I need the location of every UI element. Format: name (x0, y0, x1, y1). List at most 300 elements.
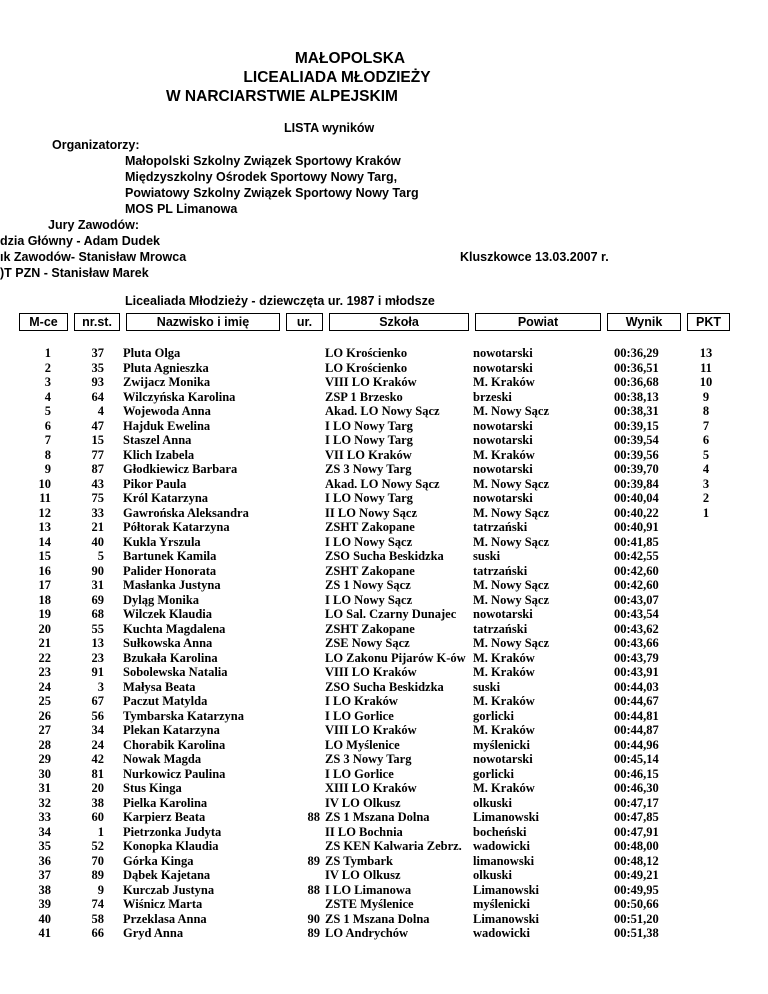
cell-place: 12 (38, 505, 51, 520)
cell-start-number: 21 (91, 520, 104, 534)
header-result: Wynik (607, 313, 681, 331)
cell-result: 00:40,04 (614, 491, 659, 505)
cell-result: 00:49,21 (614, 868, 659, 882)
title-line-1: MAŁOPOLSKA (294, 50, 406, 67)
cell-school: ZS 1 Mszana Dolna (325, 810, 430, 824)
cell-start-number: 13 (91, 636, 104, 650)
cell-school: ZSHT Zakopane (325, 563, 415, 578)
cell-birth-year: 89 (307, 926, 320, 940)
cell-district: nowotarski (473, 752, 533, 766)
cell-start-number: 34 (91, 723, 104, 737)
cell-place: 10 (38, 476, 51, 491)
table-row (0, 868, 768, 883)
cell-result: 00:43,66 (614, 636, 659, 650)
cell-result: 00:43,07 (614, 592, 659, 607)
cell-result: 00:39,56 (614, 447, 659, 462)
cell-start-number: 37 (91, 346, 104, 360)
cell-birth-year: 88 (307, 882, 320, 897)
cell-result: 00:36,68 (614, 375, 659, 389)
table-row (0, 781, 768, 796)
cell-place: 5 (44, 404, 51, 418)
cell-name: Hajduk Ewelina (123, 418, 211, 433)
jury-item: ık Zawodów- Stanisław Mrowca (0, 250, 187, 264)
cell-school: ZSTE Myślenice (325, 897, 414, 911)
cell-district: myślenicki (473, 737, 530, 752)
cell-district: M. Kraków (473, 447, 535, 462)
cell-place: 14 (38, 534, 51, 549)
cell-name: Pietrzonka Judyta (123, 824, 222, 839)
cell-result: 00:48,00 (614, 839, 659, 853)
table-row (0, 535, 768, 550)
cell-start-number: 66 (91, 926, 104, 940)
cell-district: M. Nowy Sącz (473, 505, 550, 520)
cell-place: 20 (38, 621, 51, 636)
cell-start-number: 90 (91, 563, 104, 578)
cell-result: 00:43,79 (614, 650, 659, 665)
cell-school: VIII LO Kraków (325, 723, 417, 737)
table-row (0, 477, 768, 492)
cell-result: 00:43,54 (614, 607, 659, 621)
cell-place: 15 (38, 549, 51, 563)
header-district: Powiat (475, 313, 601, 331)
cell-start-number: 33 (91, 505, 104, 520)
cell-place: 2 (44, 360, 51, 375)
cell-school: LO Andrychów (325, 926, 409, 940)
table-row (0, 723, 768, 738)
cell-result: 00:41,85 (614, 534, 659, 549)
cell-start-number: 74 (91, 897, 104, 911)
cell-points: 6 (702, 433, 710, 447)
cell-district: bocheński (473, 824, 527, 839)
cell-result: 00:45,14 (614, 752, 659, 766)
cell-result: 00:39,15 (614, 418, 659, 433)
cell-name: Pluta Agnieszka (123, 360, 209, 375)
cell-district: limanowski (473, 853, 535, 868)
cell-school: LO Krościenko (325, 360, 408, 375)
cell-name: Klich Izabela (123, 447, 195, 462)
table-row (0, 825, 768, 840)
cell-name: Przeklasa Anna (123, 911, 207, 926)
cell-result: 00:44,96 (614, 737, 659, 752)
cell-district: nowotarski (473, 418, 533, 433)
cell-place: 37 (38, 868, 51, 882)
cell-result: 00:49,95 (614, 882, 659, 897)
cell-school: I LO Nowy Targ (325, 433, 413, 447)
cell-school: ZSP 1 Brzesko (325, 389, 403, 404)
cell-name: Kukla Yrszula (123, 534, 201, 549)
cell-result: 00:40,91 (614, 520, 659, 534)
cell-name: Dąbek Kajetana (123, 868, 211, 882)
cell-result: 00:39,54 (614, 433, 659, 447)
cell-name: Król Katarzyna (123, 491, 209, 505)
cell-points: 13 (699, 346, 713, 360)
cell-place: 26 (38, 708, 51, 723)
table-row (0, 448, 768, 463)
jury-label: Jury Zawodów: (48, 218, 139, 232)
cell-school: Akad. LO Nowy Sącz (325, 404, 440, 418)
header-name: Nazwisko i imię (126, 313, 280, 331)
table-row (0, 839, 768, 854)
table-row (0, 361, 768, 376)
cell-district: suski (473, 679, 501, 694)
cell-school: I LO Nowy Sącz (325, 534, 413, 549)
cell-name: Karpierz Beata (123, 810, 206, 824)
cell-district: M. Nowy Sącz (473, 534, 550, 549)
cell-start-number: 93 (91, 375, 104, 389)
cell-result: 00:44,67 (614, 694, 659, 708)
cell-start-number: 35 (91, 360, 104, 375)
cell-result: 00:51,20 (614, 911, 659, 926)
cell-name: Pielka Karolina (123, 795, 208, 810)
cell-district: M. Kraków (473, 694, 535, 708)
cell-place: 36 (38, 853, 51, 868)
cell-start-number: 9 (97, 882, 104, 897)
cell-name: Głodkiewicz Barbara (123, 462, 238, 476)
table-row (0, 520, 768, 535)
cell-school: VIII LO Kraków (325, 375, 417, 389)
cell-school: I LO Nowy Targ (325, 418, 413, 433)
table-row (0, 810, 768, 825)
cell-result: 00:47,91 (614, 824, 659, 839)
cell-place: 19 (38, 607, 51, 621)
cell-school: ZSO Sucha Beskidzka (325, 679, 444, 694)
cell-district: tatrzański (473, 520, 528, 534)
cell-start-number: 81 (91, 766, 104, 781)
cell-result: 00:39,84 (614, 476, 659, 491)
cell-name: Nurkowicz Paulina (123, 766, 226, 781)
cell-points: 7 (702, 418, 710, 433)
cell-place: 4 (44, 389, 51, 404)
cell-name: Staszel Anna (123, 433, 192, 447)
list-title: LISTA wyników (284, 121, 375, 135)
cell-district: brzeski (473, 389, 512, 404)
cell-district: wadowicki (473, 839, 530, 853)
cell-start-number: 89 (91, 868, 104, 882)
cell-birth-year: 90 (307, 911, 320, 926)
category-title: Licealiada Młodzieży - dziewczęta ur. 1987 i młodsze (125, 294, 435, 308)
cell-result: 00:40,22 (614, 505, 659, 520)
cell-school: ZS KEN Kalwaria Zebrz. (325, 839, 462, 853)
cell-school: II LO Nowy Sącz (325, 505, 418, 520)
cell-name: Paczut Matylda (123, 694, 208, 708)
cell-start-number: 70 (91, 853, 104, 868)
cell-name: Półtorak Katarzyna (123, 520, 230, 534)
header-place: M-ce (19, 313, 68, 331)
place-date: Kluszkowce 13.03.2007 r. (460, 250, 609, 264)
cell-name: Wojewoda Anna (123, 404, 211, 418)
cell-name: Gryd Anna (123, 926, 184, 940)
cell-start-number: 91 (91, 665, 104, 679)
cell-place: 30 (38, 766, 51, 781)
cell-start-number: 58 (91, 911, 104, 926)
cell-name: Pikor Paula (123, 476, 187, 491)
cell-district: M. Kraków (473, 375, 535, 389)
cell-place: 34 (38, 824, 51, 839)
cell-name: Wiśnicz Marta (123, 897, 203, 911)
cell-district: M. Nowy Sącz (473, 476, 550, 491)
cell-name: Nowak Magda (123, 752, 202, 766)
cell-points: 9 (702, 389, 710, 404)
cell-school: I LO Gorlice (325, 708, 394, 723)
table-row (0, 796, 768, 811)
title-line-3: W NARCIARSTWIE ALPEJSKIM (166, 88, 398, 105)
cell-start-number: 23 (91, 650, 104, 665)
cell-result: 00:42,60 (614, 578, 659, 592)
cell-place: 27 (38, 723, 51, 737)
table-row (0, 564, 768, 579)
cell-result: 00:47,85 (614, 810, 659, 824)
cell-name: Wilczyńska Karolina (123, 389, 236, 404)
cell-school: ZSHT Zakopane (325, 621, 415, 636)
table-row (0, 912, 768, 927)
cell-name: Tymbarska Katarzyna (123, 708, 244, 723)
table-row (0, 636, 768, 651)
cell-place: 17 (38, 578, 51, 592)
table-row (0, 709, 768, 724)
cell-place: 22 (38, 650, 51, 665)
cell-result: 00:44,87 (614, 723, 659, 737)
cell-name: Stus Kinga (123, 781, 182, 795)
cell-district: M. Kraków (473, 781, 535, 795)
table-row (0, 433, 768, 448)
cell-start-number: 64 (91, 389, 104, 404)
table-row (0, 419, 768, 434)
cell-place: 35 (38, 839, 51, 853)
table-row (0, 390, 768, 405)
table-row (0, 593, 768, 608)
cell-result: 00:43,62 (614, 621, 659, 636)
table-row (0, 578, 768, 593)
table-row (0, 854, 768, 869)
cell-start-number: 24 (91, 737, 104, 752)
cell-points: 10 (699, 375, 713, 389)
results-table (0, 346, 768, 941)
cell-district: gorlicki (473, 708, 514, 723)
cell-school: I LO Limanowa (325, 882, 412, 897)
cell-place: 23 (38, 665, 51, 679)
cell-name: Kuchta Magdalena (123, 621, 226, 636)
cell-district: wadowicki (473, 926, 530, 940)
cell-name: Konopka Klaudia (123, 839, 219, 853)
cell-district: tatrzański (473, 621, 528, 636)
cell-school: LO Sal. Czarny Dunajec (325, 607, 457, 621)
cell-place: 1 (44, 346, 51, 360)
cell-start-number: 38 (91, 795, 104, 810)
cell-district: Limanowski (473, 882, 539, 897)
cell-place: 13 (38, 520, 51, 534)
cell-school: XIII LO Kraków (325, 781, 417, 795)
table-row (0, 549, 768, 564)
cell-school: I LO Nowy Sącz (325, 592, 413, 607)
cell-place: 33 (38, 810, 51, 824)
cell-school: VII LO Kraków (325, 447, 412, 462)
cell-school: II LO Bochnia (325, 824, 403, 839)
cell-district: M. Nowy Sącz (473, 636, 550, 650)
cell-result: 00:48,12 (614, 853, 659, 868)
cell-place: 28 (38, 737, 51, 752)
organizer-item: Małopolski Szkolny Związek Sportowy Kraków (125, 154, 401, 168)
cell-school: LO Krościenko (325, 346, 408, 360)
cell-points: 11 (700, 360, 712, 375)
cell-start-number: 4 (97, 404, 104, 418)
cell-district: M. Nowy Sącz (473, 578, 550, 592)
cell-points: 2 (702, 491, 710, 505)
cell-place: 21 (38, 636, 51, 650)
cell-place: 9 (44, 462, 51, 476)
organizers-label: Organizatorzy: (52, 138, 140, 152)
organizer-item: Powiatowy Szkolny Związek Sportowy Nowy Targ (125, 186, 419, 200)
cell-start-number: 20 (91, 781, 104, 795)
cell-place: 8 (44, 447, 51, 462)
cell-district: M. Kraków (473, 665, 535, 679)
cell-result: 00:38,13 (614, 389, 659, 404)
cell-name: Bzukała Karolina (123, 650, 218, 665)
cell-district: olkuski (473, 795, 512, 810)
table-row (0, 346, 768, 361)
cell-school: Akad. LO Nowy Sącz (325, 476, 440, 491)
cell-school: ZS 1 Mszana Dolna (325, 911, 430, 926)
jury-item: dzia Główny - Adam Dudek (0, 234, 160, 248)
cell-name: Górka Kinga (123, 853, 194, 868)
cell-school: ZSHT Zakopane (325, 520, 415, 534)
cell-result: 00:44,03 (614, 679, 659, 694)
cell-name: Plekan Katarzyna (123, 723, 220, 737)
cell-place: 16 (38, 563, 51, 578)
cell-start-number: 40 (91, 534, 104, 549)
cell-start-number: 42 (91, 752, 104, 766)
table-row (0, 926, 768, 941)
cell-school: IV LO Olkusz (325, 795, 401, 810)
cell-place: 6 (44, 418, 51, 433)
cell-school: ZS 3 Nowy Targ (325, 752, 412, 766)
cell-district: nowotarski (473, 433, 533, 447)
cell-name: Gawrońska Aleksandra (123, 505, 249, 520)
cell-points: 4 (702, 462, 710, 476)
table-row (0, 897, 768, 912)
cell-school: I LO Gorlice (325, 766, 394, 781)
cell-result: 00:46,30 (614, 781, 659, 795)
cell-district: M. Nowy Sącz (473, 404, 550, 418)
cell-result: 00:50,66 (614, 897, 659, 911)
cell-school: LO Myślenice (325, 737, 400, 752)
cell-place: 25 (38, 694, 51, 708)
table-row (0, 506, 768, 521)
cell-start-number: 68 (91, 607, 104, 621)
cell-start-number: 69 (91, 592, 104, 607)
cell-district: olkuski (473, 868, 512, 882)
table-row (0, 404, 768, 419)
cell-start-number: 75 (91, 491, 104, 505)
table-row (0, 607, 768, 622)
table-row (0, 883, 768, 898)
cell-start-number: 47 (91, 418, 104, 433)
organizer-item: MOS PL Limanowa (125, 202, 238, 216)
cell-district: nowotarski (473, 462, 533, 476)
cell-start-number: 43 (91, 476, 104, 491)
cell-place: 32 (38, 795, 51, 810)
cell-birth-year: 89 (307, 853, 320, 868)
table-row (0, 680, 768, 695)
header-birth-year: ur. (286, 313, 323, 331)
cell-result: 00:39,70 (614, 462, 659, 476)
cell-school: ZS Tymbark (325, 853, 393, 868)
cell-name: Sobolewska Natalia (123, 665, 228, 679)
cell-start-number: 5 (97, 549, 104, 563)
title-line-2: LICEALIADA MŁODZIEŻY (243, 69, 431, 86)
cell-place: 31 (38, 781, 51, 795)
cell-name: Palider Honorata (123, 563, 217, 578)
cell-name: Chorabik Karolina (123, 737, 226, 752)
cell-place: 40 (38, 911, 51, 926)
cell-result: 00:38,31 (614, 404, 659, 418)
cell-district: M. Kraków (473, 650, 535, 665)
cell-result: 00:42,60 (614, 563, 659, 578)
cell-result: 00:51,38 (614, 926, 659, 940)
cell-district: suski (473, 549, 501, 563)
table-row (0, 767, 768, 782)
cell-name: Bartunek Kamila (123, 549, 217, 563)
cell-place: 38 (38, 882, 51, 897)
cell-start-number: 67 (91, 694, 104, 708)
cell-district: Limanowski (473, 911, 539, 926)
cell-name: Masłanka Justyna (123, 578, 221, 592)
cell-birth-year: 88 (307, 810, 320, 824)
table-row (0, 622, 768, 637)
cell-district: nowotarski (473, 491, 533, 505)
cell-school: VIII LO Kraków (325, 665, 417, 679)
cell-start-number: 1 (97, 824, 104, 839)
cell-district: nowotarski (473, 607, 533, 621)
cell-result: 00:42,55 (614, 549, 659, 563)
cell-district: M. Nowy Sącz (473, 592, 550, 607)
table-row (0, 694, 768, 709)
cell-district: tatrzański (473, 563, 528, 578)
cell-name: Kurczab Justyna (123, 882, 215, 897)
table-row (0, 375, 768, 390)
jury-item: )T PZN - Stanisław Marek (0, 266, 149, 280)
cell-school: IV LO Olkusz (325, 868, 401, 882)
header-school: Szkoła (329, 313, 469, 331)
cell-result: 00:36,51 (614, 360, 659, 375)
cell-start-number: 55 (91, 621, 104, 636)
header-start-number: nr.st. (74, 313, 120, 331)
organizer-item: Międzyszkolny Ośrodek Sportowy Nowy Targ, (125, 170, 398, 184)
cell-district: myślenicki (473, 897, 530, 911)
cell-place: 41 (38, 926, 51, 940)
cell-start-number: 15 (91, 433, 104, 447)
table-row (0, 665, 768, 680)
cell-result: 00:44,81 (614, 708, 659, 723)
cell-district: nowotarski (473, 346, 533, 360)
cell-school: ZSO Sucha Beskidzka (325, 549, 444, 563)
cell-name: Wilczek Klaudia (123, 607, 213, 621)
cell-start-number: 77 (91, 447, 104, 462)
cell-name: Małysa Beata (123, 679, 196, 694)
cell-points: 1 (702, 505, 710, 520)
cell-district: M. Kraków (473, 723, 535, 737)
cell-school: ZSE Nowy Sącz (325, 636, 410, 650)
cell-place: 3 (44, 375, 51, 389)
cell-start-number: 87 (91, 462, 104, 476)
cell-start-number: 52 (91, 839, 104, 853)
cell-start-number: 31 (91, 578, 104, 592)
cell-start-number: 3 (97, 679, 104, 694)
table-row (0, 491, 768, 506)
cell-place: 39 (38, 897, 51, 911)
cell-name: Sułkowska Anna (123, 636, 213, 650)
cell-school: ZS 1 Nowy Sącz (325, 578, 411, 592)
cell-place: 18 (38, 592, 51, 607)
